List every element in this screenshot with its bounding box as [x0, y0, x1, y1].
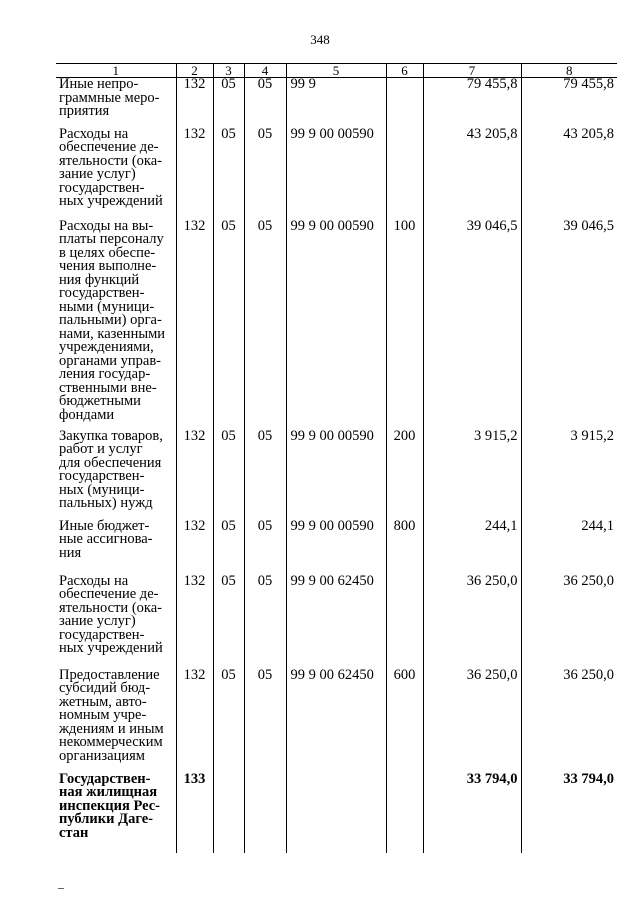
amount-col7: 36 250,0 — [423, 575, 521, 669]
table-row — [56, 773, 617, 853]
expense-type-code — [386, 128, 423, 220]
row-name-line: Иные бюджет- — [59, 517, 150, 534]
row-name-line: фондами — [59, 406, 115, 423]
section-code: 05 — [213, 128, 244, 220]
row-name-line: ятельности (ока- — [59, 599, 162, 616]
target-article-code — [286, 773, 386, 853]
row-name — [56, 217, 176, 430]
row-name-line: ных учреждений — [59, 193, 163, 209]
row-name-line: для обеспечения — [59, 454, 162, 471]
row-name-line: Предоставление — [59, 666, 160, 683]
amount-col7: 33 794,0 — [423, 773, 521, 853]
row-name-line: ждениям и иным — [59, 720, 164, 737]
target-article-code: 99 9 00 00590 — [286, 220, 386, 430]
row-name-line: инспекция Рес- — [59, 797, 161, 814]
row-name-line: субсидий бюд- — [59, 680, 151, 696]
amount-col7: 43 205,8 — [423, 128, 521, 220]
row-name-line: приятия — [59, 103, 110, 119]
row-name-line: Государствен- — [59, 770, 151, 787]
target-article-code: 99 9 00 00590 — [286, 128, 386, 220]
row-name-line: стан — [59, 824, 89, 841]
section-code: 05 — [213, 78, 244, 128]
row-name — [56, 572, 176, 669]
amount-col7: 39 046,5 — [423, 220, 521, 430]
admin-code: 132 — [176, 669, 213, 773]
amount-col7: 244,1 — [423, 520, 521, 575]
row-name-line: учреждениями, — [59, 339, 154, 355]
expense-type-code: 200 — [386, 430, 423, 520]
row-name-line: некоммерческим — [59, 734, 163, 750]
column-header: 8 — [521, 64, 617, 78]
page-number: 348 — [310, 32, 330, 47]
row-name-line: пальных) нужд — [59, 495, 153, 511]
row-name-line: зание услуг) — [59, 613, 136, 629]
amount-col8: 79 455,8 — [521, 78, 617, 128]
row-name-line: Иные непро- — [59, 76, 139, 92]
table-row — [56, 78, 617, 128]
section-code: 05 — [213, 669, 244, 773]
target-article-code: 99 9 — [286, 78, 386, 128]
row-name-line: Расходы на вы- — [59, 217, 154, 234]
row-name-line: в целях обеспе- — [59, 244, 156, 261]
row-name-line: жетным, авто- — [59, 693, 147, 710]
row-name — [56, 427, 176, 520]
subsection-code: 05 — [244, 430, 286, 520]
amount-col7: 79 455,8 — [423, 78, 521, 128]
row-name-line: ных (муници- — [59, 481, 145, 498]
row-name-line: ных учреждений — [59, 640, 163, 656]
subsection-code: 05 — [244, 520, 286, 575]
table-row — [56, 575, 617, 669]
row-name-line: государствен- — [59, 626, 145, 643]
target-article-code: 99 9 00 00590 — [286, 430, 386, 520]
budget-table — [56, 63, 617, 853]
expense-type-code — [386, 773, 423, 853]
row-name-line: чения выполне- — [59, 258, 157, 274]
subsection-code: 05 — [244, 78, 286, 128]
row-name-line: ные ассигнова- — [59, 531, 153, 547]
row-name-line: ния — [59, 544, 82, 561]
row-name-line: государствен- — [59, 179, 145, 196]
column-header: 4 — [244, 64, 286, 78]
row-name — [56, 666, 176, 773]
row-name-line: ния функций — [59, 271, 140, 288]
amount-col7: 36 250,0 — [423, 669, 521, 773]
row-name-line: работ и услуг — [59, 441, 143, 457]
admin-code: 132 — [176, 430, 213, 520]
expense-type-code — [386, 78, 423, 128]
subsection-code — [244, 773, 286, 853]
row-name — [56, 125, 176, 220]
row-name-line: обеспечение де- — [59, 586, 159, 602]
row-name-line: номным учре- — [59, 707, 147, 723]
row-name-line: обеспечение де- — [59, 139, 159, 155]
footer-mark — [58, 888, 64, 889]
row-name — [56, 517, 176, 575]
expense-type-code — [386, 575, 423, 669]
row-name-line: организациям — [59, 747, 145, 764]
subsection-code: 05 — [244, 575, 286, 669]
column-header: 1 — [56, 64, 176, 78]
admin-code: 132 — [176, 78, 213, 128]
column-header: 6 — [386, 64, 423, 78]
row-name-line: органами управ- — [59, 352, 162, 369]
row-name-line: ная жилищная — [59, 784, 158, 800]
row-name-line: Закупка товаров, — [59, 427, 163, 444]
target-article-code: 99 9 00 62450 — [286, 669, 386, 773]
expense-type-code: 600 — [386, 669, 423, 773]
column-header: 2 — [176, 64, 213, 78]
amount-col8: 33 794,0 — [521, 773, 617, 853]
row-name-line: нами, казенными — [59, 325, 166, 342]
amount-col8: 36 250,0 — [521, 575, 617, 669]
amount-col8: 244,1 — [521, 520, 617, 575]
row-name-line: Расходы на — [59, 572, 129, 589]
table-row — [56, 220, 617, 430]
admin-code: 133 — [176, 773, 213, 853]
table-body — [56, 78, 617, 853]
amount-col7: 3 915,2 — [423, 430, 521, 520]
section-code: 05 — [213, 520, 244, 575]
row-name-line: ятельности (ока- — [59, 152, 162, 169]
section-code — [213, 773, 244, 853]
table-row — [56, 430, 617, 520]
row-name-line: зание услуг) — [59, 166, 136, 182]
row-name-line: платы персоналу — [59, 231, 164, 247]
column-header: 7 — [423, 64, 521, 78]
subsection-code: 05 — [244, 669, 286, 773]
subsection-code: 05 — [244, 220, 286, 430]
admin-code: 132 — [176, 128, 213, 220]
row-name-line: Расходы на — [59, 125, 129, 142]
row-name-line: пальными) орга- — [59, 312, 162, 328]
expense-type-code: 800 — [386, 520, 423, 575]
section-code: 05 — [213, 430, 244, 520]
amount-col8: 3 915,2 — [521, 430, 617, 520]
row-name — [56, 770, 176, 853]
row-name-line: публики Даге- — [59, 811, 154, 827]
row-name-line: ственными вне- — [59, 379, 157, 396]
table-row — [56, 128, 617, 220]
amount-col8: 43 205,8 — [521, 128, 617, 220]
column-header: 3 — [213, 64, 244, 78]
expense-type-code: 100 — [386, 220, 423, 430]
admin-code: 132 — [176, 520, 213, 575]
admin-code: 132 — [176, 575, 213, 669]
amount-col8: 36 250,0 — [521, 669, 617, 773]
row-name-line: граммные меро- — [59, 89, 160, 106]
table-row — [56, 669, 617, 773]
row-name-line: ными (муници- — [59, 298, 155, 315]
admin-code: 132 — [176, 220, 213, 430]
header-row — [56, 64, 617, 78]
row-name-line: бюджетными — [59, 393, 141, 409]
row-name-line: государствен- — [59, 468, 145, 484]
subsection-code: 05 — [244, 128, 286, 220]
section-code: 05 — [213, 575, 244, 669]
row-name-line: государствен- — [59, 285, 145, 301]
column-header: 5 — [286, 64, 386, 78]
row-name-line: ления государ- — [59, 366, 151, 382]
amount-col8: 39 046,5 — [521, 220, 617, 430]
section-code: 05 — [213, 220, 244, 430]
row-name — [56, 78, 176, 128]
target-article-code: 99 9 00 00590 — [286, 520, 386, 575]
table-row — [56, 520, 617, 575]
target-article-code: 99 9 00 62450 — [286, 575, 386, 669]
